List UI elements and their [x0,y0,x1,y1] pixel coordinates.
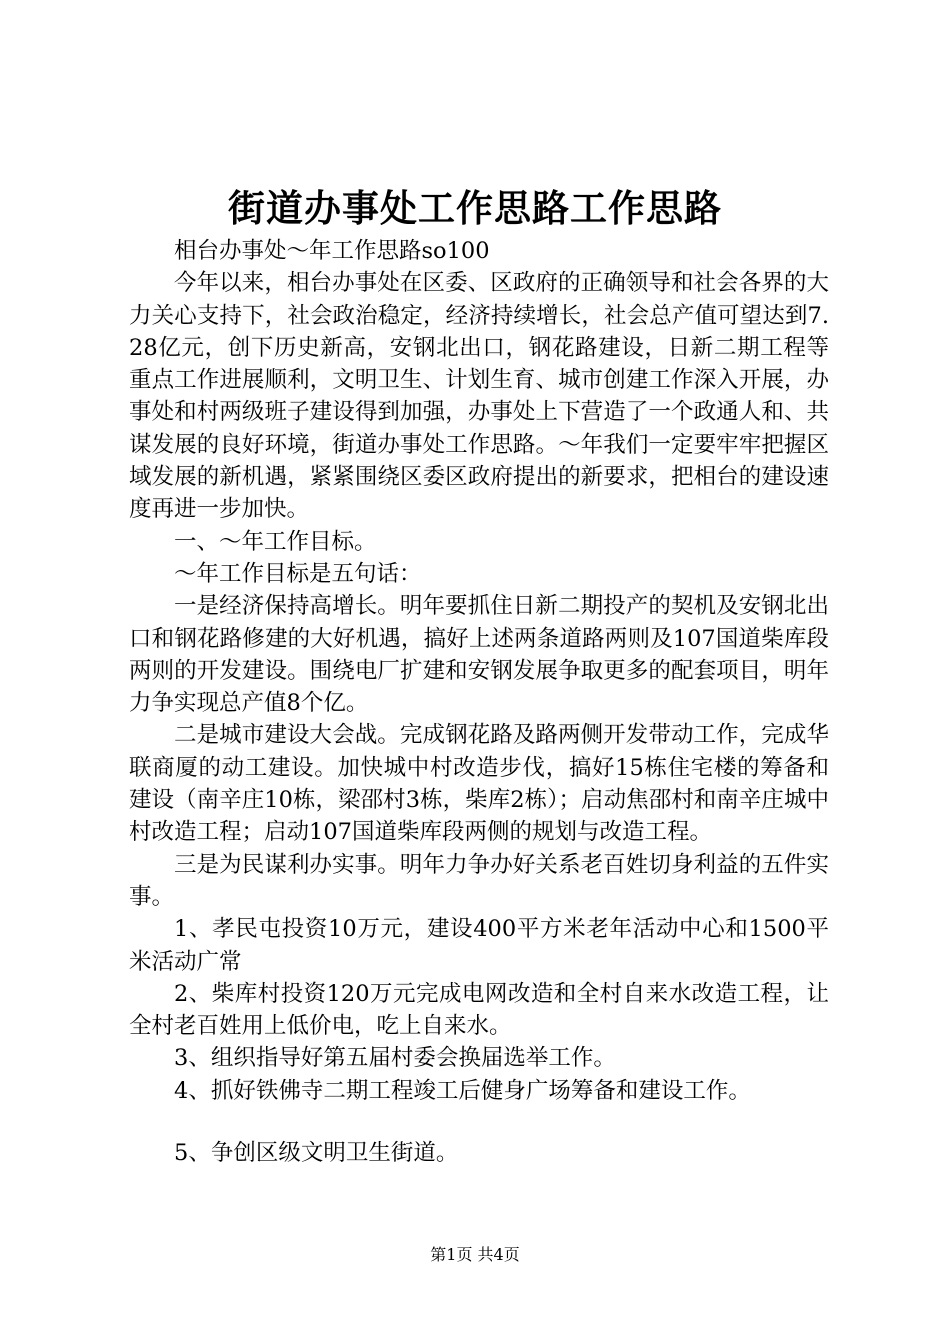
paragraph-section-heading: 一、～年工作目标。 [174,528,377,555]
list-item-4: 4、抓好铁佛寺二期工程竣工后健身广场筹备和建设工作。 [174,1077,751,1104]
list-item-1: 1、孝民屯投资10万元，建设400平方米老年活动中心和1500平米活动广常 [129,916,829,975]
paragraph-goal-economy: 一是经济保持高增长。明年要抓住日新二期投产的契机及安钢北出口和钢花路修建的大好机遇，搞好上述两条道路两则及107国道柴库段两则的开发建设。围绕电厂扩建和安钢发展争取更多的配套项目，明年力争实现总产值8个亿。 [129,593,829,717]
paragraph-intro: 今年以来，相台办事处在区委、区政府的正确领导和社会各界的大力关心支持下，社会政治稳定，经济持续增长，社会总产值可望达到7.28亿元，创下历史新高，安钢北出口，钢花路建设，日新二期工程等重点工作进展顺利，文明卫生、计划生育、城市创建工作深入开展，办事处和村两级班子建设得到加强，办事处上下营造了一个政通人和、共谋发展的良好环境，街道办事处工作思路。～年我们一定要牢牢把握区域发展的新机遇，紧紧围绕区委区政府提出的新要求，把相台的建设速度再进一步加快。 [129,270,829,523]
paragraph-goals-lead: ～年工作目标是五句话： [174,560,422,587]
list-item-2: 2、柴库村投资120万元完成电网改造和全村自来水改造工程，让全村老百姓用上低价电，吃上自来水。 [129,980,829,1040]
document-body [129,235,829,1169]
paragraph-goal-urban-construction: 二是城市建设大会战。完成钢花路及路两侧开发带动工作，完成华联商厦的动工建设。加快城中村改造步伐，搞好15栋住宅楼的筹备和建设（南辛庄10栋，梁邵村3栋，柴库2栋）；启动焦邵村和南辛庄城中村改造工程；启动107国道柴库段两侧的规划与改造工程。 [129,722,829,846]
list-item-5: 5、争创区级文明卫生街道。 [174,1140,459,1167]
page-footer: 第1页 共4页 [430,1245,520,1264]
paragraph-goal-public-welfare: 三是为民谋利办实事。明年力争办好关系老百姓切身利益的五件实事。 [129,851,829,910]
list-item-3: 3、组织指导好第五届村委会换届选举工作。 [174,1045,616,1072]
paragraph-subtitle: 相台办事处～年工作思路so100 [174,238,490,264]
document-title: 街道办事处工作思路工作思路 [228,186,722,230]
